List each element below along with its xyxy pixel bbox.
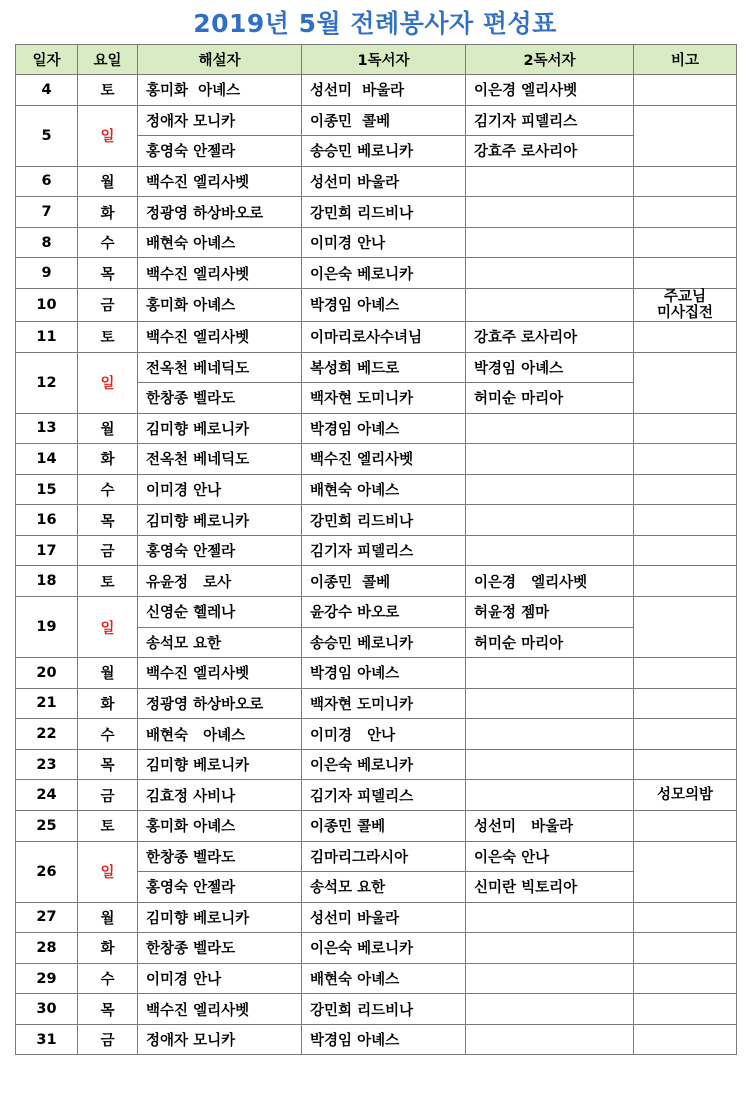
note-cell: [634, 105, 737, 166]
reader-2-cell: [466, 258, 634, 289]
weekday-cell: 금: [78, 1024, 138, 1055]
reader-1-cell: 배현숙 아녜스: [302, 474, 466, 505]
reader-1-cell: 이종민 콜베: [302, 810, 466, 841]
weekday-cell: 월: [78, 902, 138, 933]
note-cell: [634, 197, 737, 228]
day-cell: 7: [16, 197, 78, 228]
day-cell: 4: [16, 75, 78, 106]
table-row: [16, 75, 737, 106]
reader-2-cell: 이은숙 안나: [466, 841, 634, 872]
day-cell: 10: [16, 288, 78, 321]
commentator-cell: 백수진 엘리사벳: [138, 258, 302, 289]
weekday-cell: 일: [78, 105, 138, 166]
reader-2-cell: [466, 413, 634, 444]
day-cell: 5: [16, 105, 78, 166]
commentator-cell: 백수진 엘리사벳: [138, 321, 302, 352]
commentator-cell: 배현숙 아녜스: [138, 719, 302, 750]
note-cell: [634, 994, 737, 1025]
commentator-cell: 홍영숙 안젤라: [138, 535, 302, 566]
table-row: [16, 444, 737, 475]
commentator-cell: 한창종 벨라도: [138, 383, 302, 414]
commentator-cell: 김미향 베로니카: [138, 413, 302, 444]
reader-1-cell: 박경임 아녜스: [302, 288, 466, 321]
commentator-cell: 김미향 베로니카: [138, 505, 302, 536]
reader-2-cell: [466, 902, 634, 933]
note-cell: [634, 505, 737, 536]
reader-1-cell: 성선미 바울라: [302, 166, 466, 197]
weekday-cell: 월: [78, 658, 138, 689]
commentator-cell: 정애자 모니카: [138, 105, 302, 136]
reader-1-cell: 강민희 리드비나: [302, 994, 466, 1025]
weekday-cell: 화: [78, 197, 138, 228]
reader-2-cell: [466, 933, 634, 964]
reader-1-cell: 박경임 아녜스: [302, 413, 466, 444]
commentator-cell: 백수진 엘리사벳: [138, 994, 302, 1025]
table-row: [16, 352, 737, 383]
reader-2-cell: [466, 227, 634, 258]
reader-2-cell: 강효주 로사리아: [466, 321, 634, 352]
day-cell: 24: [16, 780, 78, 811]
table-row: [16, 566, 737, 597]
table-row: [16, 535, 737, 566]
reader-2-cell: [466, 1024, 634, 1055]
day-cell: 17: [16, 535, 78, 566]
table-row: [16, 902, 737, 933]
reader-2-cell: [466, 719, 634, 750]
reader-2-cell: [466, 749, 634, 780]
commentator-cell: 전옥천 베네딕도: [138, 444, 302, 475]
table-row: [16, 658, 737, 689]
page-title: 2019년 5월 전례봉사자 편성표: [193, 9, 557, 38]
reader-2-cell: 박경임 아녜스: [466, 352, 634, 383]
header-note: 비고: [634, 45, 737, 75]
day-cell: 27: [16, 902, 78, 933]
day-cell: 9: [16, 258, 78, 289]
table-row: [16, 963, 737, 994]
reader-1-cell: 백자현 도미니카: [302, 383, 466, 414]
commentator-cell: 백수진 엘리사벳: [138, 658, 302, 689]
day-cell: 6: [16, 166, 78, 197]
weekday-cell: 토: [78, 566, 138, 597]
reader-1-cell: 송승민 베로니카: [302, 627, 466, 658]
reader-2-cell: [466, 535, 634, 566]
weekday-cell: 화: [78, 444, 138, 475]
note-cell: [634, 474, 737, 505]
day-cell: 20: [16, 658, 78, 689]
reader-1-cell: 김기자 피델리스: [302, 780, 466, 811]
reader-2-cell: [466, 444, 634, 475]
reader-2-cell: [466, 658, 634, 689]
weekday-cell: 금: [78, 535, 138, 566]
commentator-cell: 김효정 사비나: [138, 780, 302, 811]
day-cell: 16: [16, 505, 78, 536]
weekday-cell: 월: [78, 413, 138, 444]
commentator-cell: 배현숙 아녜스: [138, 227, 302, 258]
commentator-cell: 한창종 벨라도: [138, 933, 302, 964]
reader-1-cell: 윤강수 바오로: [302, 597, 466, 628]
reader-1-cell: 송석모 요한: [302, 872, 466, 903]
reader-2-cell: [466, 994, 634, 1025]
note-cell: 주교님 미사집전: [634, 288, 737, 321]
reader-2-cell: [466, 166, 634, 197]
note-cell: [634, 413, 737, 444]
commentator-cell: 정광영 하상바오로: [138, 688, 302, 719]
day-cell: 22: [16, 719, 78, 750]
commentator-cell: 정광영 하상바오로: [138, 197, 302, 228]
table-row: [16, 994, 737, 1025]
reader-2-cell: 강효주 로사리아: [466, 136, 634, 167]
reader-1-cell: 박경임 아녜스: [302, 658, 466, 689]
reader-2-cell: 김기자 피델리스: [466, 105, 634, 136]
note-cell: [634, 719, 737, 750]
header-day: 일자: [16, 45, 78, 75]
commentator-cell: 홍영숙 안젤라: [138, 872, 302, 903]
reader-2-cell: 신미란 빅토리아: [466, 872, 634, 903]
table-row: [16, 166, 737, 197]
note-cell: [634, 75, 737, 106]
commentator-cell: 한창종 벨라도: [138, 841, 302, 872]
table-row: [16, 719, 737, 750]
table-row: [16, 474, 737, 505]
reader-1-cell: 박경임 아녜스: [302, 1024, 466, 1055]
commentator-cell: 이미경 안나: [138, 963, 302, 994]
note-cell: [634, 444, 737, 475]
reader-2-cell: 이은경 엘리사벳: [466, 75, 634, 106]
table-row: [16, 413, 737, 444]
table-row: [16, 749, 737, 780]
table-row: [16, 197, 737, 228]
reader-1-cell: 이은숙 베로니카: [302, 933, 466, 964]
day-cell: 13: [16, 413, 78, 444]
note-cell: [634, 963, 737, 994]
note-cell: [634, 597, 737, 658]
day-cell: 31: [16, 1024, 78, 1055]
reader-1-cell: 백자현 도미니카: [302, 688, 466, 719]
commentator-cell: 전옥천 베네딕도: [138, 352, 302, 383]
header-commentator: 해설자: [138, 45, 302, 75]
reader-2-cell: 이은경 엘리사벳: [466, 566, 634, 597]
note-cell: [634, 810, 737, 841]
day-cell: 18: [16, 566, 78, 597]
reader-1-cell: 이미경 안나: [302, 227, 466, 258]
day-cell: 15: [16, 474, 78, 505]
commentator-cell: 김미향 베로니카: [138, 749, 302, 780]
note-cell: [634, 933, 737, 964]
reader-1-cell: 이종민 콜베: [302, 105, 466, 136]
commentator-cell: 백수진 엘리사벳: [138, 166, 302, 197]
table-row: [16, 688, 737, 719]
reader-2-cell: [466, 688, 634, 719]
reader-1-cell: 이종민 콜베: [302, 566, 466, 597]
table-row: [16, 597, 737, 628]
weekday-cell: 수: [78, 719, 138, 750]
table-row: [16, 933, 737, 964]
table-row: [16, 505, 737, 536]
weekday-cell: 일: [78, 841, 138, 902]
schedule-table: [15, 44, 737, 1055]
reader-1-cell: 복성희 베드로: [302, 352, 466, 383]
commentator-cell: 홍미화 아녜스: [138, 75, 302, 106]
reader-1-cell: 백수진 엘리사벳: [302, 444, 466, 475]
header-weekday: 요일: [78, 45, 138, 75]
commentator-cell: 정애자 모니카: [138, 1024, 302, 1055]
table-row: [16, 1024, 737, 1055]
reader-2-cell: [466, 474, 634, 505]
weekday-cell: 토: [78, 321, 138, 352]
note-cell: [634, 535, 737, 566]
weekday-cell: 수: [78, 474, 138, 505]
note-cell: [634, 227, 737, 258]
reader-1-cell: 김기자 피델리스: [302, 535, 466, 566]
weekday-cell: 일: [78, 597, 138, 658]
note-cell: [634, 841, 737, 902]
header-reader-1: 1독서자: [302, 45, 466, 75]
table-row: [16, 780, 737, 811]
note-cell: [634, 658, 737, 689]
day-cell: 23: [16, 749, 78, 780]
note-cell: [634, 688, 737, 719]
weekday-cell: 금: [78, 780, 138, 811]
commentator-cell: 홍미화 아녜스: [138, 288, 302, 321]
day-cell: 30: [16, 994, 78, 1025]
weekday-cell: 수: [78, 963, 138, 994]
reader-1-cell: 김마리그라시아: [302, 841, 466, 872]
day-cell: 29: [16, 963, 78, 994]
commentator-cell: 이미경 안나: [138, 474, 302, 505]
weekday-cell: 목: [78, 749, 138, 780]
reader-1-cell: 성선미 바울라: [302, 75, 466, 106]
reader-2-cell: [466, 288, 634, 321]
day-cell: 14: [16, 444, 78, 475]
reader-2-cell: 성선미 바울라: [466, 810, 634, 841]
reader-2-cell: [466, 505, 634, 536]
note-cell: [634, 902, 737, 933]
day-cell: 11: [16, 321, 78, 352]
day-cell: 28: [16, 933, 78, 964]
reader-2-cell: [466, 780, 634, 811]
table-row: [16, 841, 737, 872]
reader-1-cell: 이마리로사수녀님: [302, 321, 466, 352]
header-row: [16, 45, 737, 75]
weekday-cell: 화: [78, 933, 138, 964]
note-cell: [634, 1024, 737, 1055]
commentator-cell: 유윤정 로사: [138, 566, 302, 597]
commentator-cell: 홍영숙 안젤라: [138, 136, 302, 167]
reader-2-cell: [466, 197, 634, 228]
commentator-cell: 신영순 헬레나: [138, 597, 302, 628]
reader-1-cell: 배현숙 아녜스: [302, 963, 466, 994]
weekday-cell: 토: [78, 75, 138, 106]
weekday-cell: 목: [78, 505, 138, 536]
reader-1-cell: 이미경 안나: [302, 719, 466, 750]
commentator-cell: 김미향 베로니카: [138, 902, 302, 933]
reader-1-cell: 이은숙 베로니카: [302, 258, 466, 289]
note-cell: [634, 566, 737, 597]
note-cell: [634, 166, 737, 197]
note-cell: [634, 321, 737, 352]
day-cell: 21: [16, 688, 78, 719]
reader-2-cell: 허미순 마리아: [466, 627, 634, 658]
reader-1-cell: 성선미 바울라: [302, 902, 466, 933]
header-reader-2: 2독서자: [466, 45, 634, 75]
table-row: [16, 810, 737, 841]
weekday-cell: 금: [78, 288, 138, 321]
reader-1-cell: 강민희 리드비나: [302, 505, 466, 536]
table-row: [16, 105, 737, 136]
note-cell: 성모의밤: [634, 780, 737, 811]
commentator-cell: 홍미화 아녜스: [138, 810, 302, 841]
reader-1-cell: 이은숙 베로니카: [302, 749, 466, 780]
day-cell: 8: [16, 227, 78, 258]
note-cell: [634, 352, 737, 413]
weekday-cell: 일: [78, 352, 138, 413]
weekday-cell: 화: [78, 688, 138, 719]
day-cell: 19: [16, 597, 78, 658]
table-row: [16, 227, 737, 258]
reader-1-cell: 송승민 베로니카: [302, 136, 466, 167]
schedule-body: [16, 75, 737, 1055]
note-cell: [634, 258, 737, 289]
reader-2-cell: [466, 963, 634, 994]
note-cell: [634, 749, 737, 780]
table-row: [16, 321, 737, 352]
weekday-cell: 목: [78, 994, 138, 1025]
commentator-cell: 송석모 요한: [138, 627, 302, 658]
day-cell: 25: [16, 810, 78, 841]
day-cell: 26: [16, 841, 78, 902]
reader-2-cell: 허윤정 젬마: [466, 597, 634, 628]
reader-2-cell: 허미순 마리아: [466, 383, 634, 414]
weekday-cell: 수: [78, 227, 138, 258]
weekday-cell: 월: [78, 166, 138, 197]
reader-1-cell: 강민희 리드비나: [302, 197, 466, 228]
table-row: [16, 288, 737, 321]
weekday-cell: 목: [78, 258, 138, 289]
weekday-cell: 토: [78, 810, 138, 841]
day-cell: 12: [16, 352, 78, 413]
table-row: [16, 258, 737, 289]
